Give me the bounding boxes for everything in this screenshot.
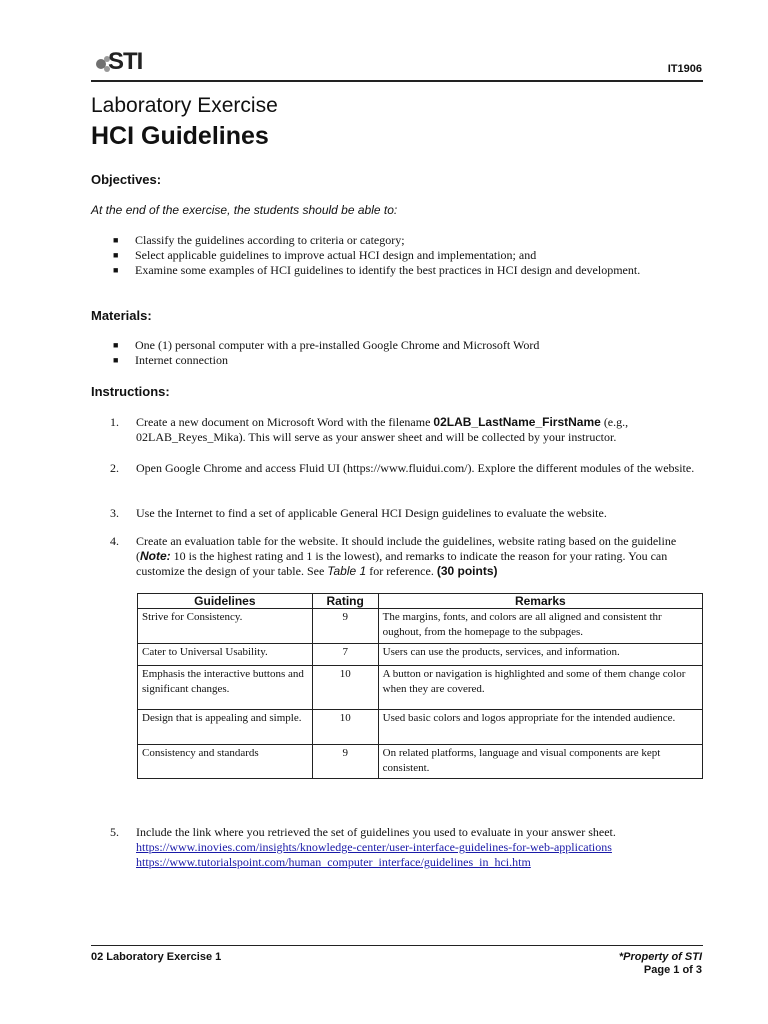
table-row <box>138 666 703 710</box>
rating-cell: 9 <box>312 745 378 779</box>
guideline-link-tutorialspoint[interactable]: https://www.tutorialspoint.com/human_computer_interface/guidelines_in_hci.htm <box>136 855 531 869</box>
footer-property: *Property of STI <box>618 951 702 963</box>
rating-cell: 7 <box>312 644 378 666</box>
rating-cell: 10 <box>312 710 378 745</box>
remarks-cell: Users can use the products, services, and information. <box>378 644 702 666</box>
objectives-list <box>113 233 703 278</box>
list-item: ■ Classify the guidelines according to criteria or category; <box>113 233 405 247</box>
column-header-guidelines: Guidelines <box>138 594 313 609</box>
table-row <box>138 644 703 666</box>
table-row <box>138 710 703 745</box>
guideline-cell: Emphasis the interactive buttons and significant changes. <box>138 666 313 710</box>
guideline-link-inovies[interactable]: https://www.inovies.com/insights/knowledge-center/user-interface-guidelines-for-web-applications <box>136 840 612 854</box>
footer-page-number: Page 1 of 3 <box>643 964 702 976</box>
filename-format: 02LAB_LastName_FirstName <box>433 415 601 429</box>
remarks-cell: On related platforms, language and visual components are kept consistent. <box>378 745 702 779</box>
objectives-intro: At the end of the exercise, the students should be able to: <box>91 203 398 217</box>
guideline-cell: Consistency and standards <box>138 745 313 779</box>
document-title: HCI Guidelines <box>91 122 269 150</box>
list-item: ■ Internet connection <box>113 353 228 367</box>
column-header-remarks: Remarks <box>378 594 702 609</box>
rating-cell: 9 <box>312 609 378 644</box>
column-header-rating: Rating <box>312 594 378 609</box>
table-header-row <box>138 594 703 609</box>
table-row <box>138 609 703 644</box>
materials-heading: Materials: <box>91 308 152 323</box>
footer-document-name: 02 Laboratory Exercise 1 <box>91 951 222 963</box>
remarks-cell: A button or navigation is highlighted and some of them change color when they are covered. <box>378 666 702 710</box>
materials-list <box>113 338 703 368</box>
sti-logo: STI <box>108 48 143 75</box>
remarks-cell: Used basic colors and logos appropriate for the intended audience. <box>378 710 702 745</box>
list-item: ■ Examine some examples of HCI guidelines to identify the best practices in HCI design and development. <box>113 263 641 277</box>
list-item: ■ Select applicable guidelines to improve actual HCI design and implementation; and <box>113 248 537 262</box>
objectives-heading: Objectives: <box>91 172 162 187</box>
evaluation-table <box>137 593 703 779</box>
course-code: IT1906 <box>667 63 702 75</box>
document-subtitle: Laboratory Exercise <box>91 94 278 117</box>
rating-cell: 10 <box>312 666 378 710</box>
guideline-cell: Cater to Universal Usability. <box>138 644 313 666</box>
header-divider <box>91 80 703 82</box>
table-row <box>138 745 703 779</box>
list-item: ■ One (1) personal computer with a pre-installed Google Chrome and Microsoft Word <box>113 338 540 352</box>
guideline-cell: Design that is appealing and simple. <box>138 710 313 745</box>
footer-divider <box>91 945 703 946</box>
instructions-heading: Instructions: <box>91 384 170 399</box>
remarks-cell: The margins, fonts, and colors are all aligned and consistent thr oughout, from the homepage to the subpages. <box>378 609 702 644</box>
guideline-cell: Strive for Consistency. <box>138 609 313 644</box>
